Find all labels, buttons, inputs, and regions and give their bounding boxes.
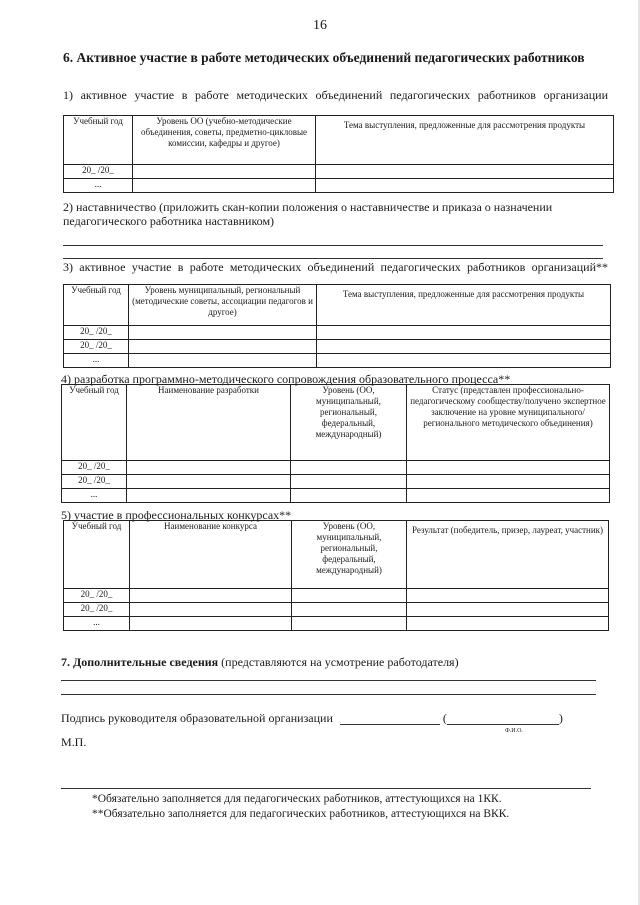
table-3 — [63, 284, 611, 368]
table-cell — [129, 326, 317, 340]
fill-line — [63, 258, 603, 259]
signature-label: Подпись руководителя образовательной организации — [61, 711, 333, 725]
table-header-cell: Тема выступления, предложенные для рассмотрения продукты — [317, 285, 611, 326]
fio-label: Ф.И.О. — [505, 728, 523, 734]
section-6-item-3: 3) активное участие в работе методических объединений педагогических работников организаций** — [63, 260, 608, 274]
footnote-1: *Обязательно заполняется для педагогических работников, аттестующихся на 1КК. — [92, 793, 502, 805]
table-cell — [129, 340, 317, 354]
table-cell — [127, 489, 291, 503]
table-cell — [292, 617, 407, 631]
table-cell — [133, 179, 316, 193]
table-cell: 20_ /20_ — [64, 165, 133, 179]
table-cell — [292, 589, 407, 603]
table-row — [64, 603, 609, 617]
table-row — [62, 461, 610, 475]
table-cell: ... — [62, 489, 127, 503]
table-cell — [133, 165, 316, 179]
table-cell — [316, 165, 614, 179]
table-header-row — [64, 116, 614, 165]
footnote-2: **Обязательно заполняется для педагогических работников, аттестующихся на ВКК. — [92, 808, 510, 820]
section-7-heading — [61, 655, 611, 669]
table-row — [64, 326, 611, 340]
table-5 — [63, 520, 609, 631]
fio-field[interactable] — [447, 714, 559, 725]
table-1 — [63, 115, 614, 193]
table-cell — [407, 461, 610, 475]
table-cell — [317, 354, 611, 368]
table-cell — [127, 475, 291, 489]
table-cell — [292, 603, 407, 617]
table-row — [62, 475, 610, 489]
table-cell — [317, 340, 611, 354]
table-cell: 20_ /20_ — [62, 475, 127, 489]
page-number: 16 — [313, 18, 327, 33]
table-row — [64, 354, 611, 368]
table-header-cell: Учебный год — [64, 116, 133, 165]
table-cell — [407, 489, 610, 503]
table-row — [64, 165, 614, 179]
fill-line — [63, 245, 603, 246]
table-cell: 20_ /20_ — [62, 461, 127, 475]
table-header-cell: Учебный год — [64, 521, 130, 589]
table-cell — [129, 354, 317, 368]
table-row — [64, 617, 609, 631]
table-header-cell: Учебный год — [62, 385, 127, 461]
table-header-row — [64, 285, 611, 326]
table-cell: ... — [64, 354, 129, 368]
table-cell: 20_ /20_ — [64, 340, 129, 354]
table-cell — [407, 589, 609, 603]
signature-field[interactable] — [340, 714, 440, 725]
table-cell — [291, 489, 407, 503]
table-4 — [61, 384, 610, 503]
section-7-title: 7. Дополнительные сведения — [61, 655, 219, 669]
table-header-cell: Уровень (ОО, муниципальный, региональный, федеральный, международный) — [292, 521, 407, 589]
table-cell: ... — [64, 179, 133, 193]
table-cell: 20_ /20_ — [64, 589, 130, 603]
table-row — [64, 340, 611, 354]
table-header-cell: Статус (представлен профессионально-педагогическому сообществу/получено экспертное заключение на уровне муниципального/регионального методического объединения) — [407, 385, 610, 461]
table-cell — [291, 461, 407, 475]
table-header-cell: Наименование конкурса — [130, 521, 292, 589]
table-header-cell: Уровень ОО (учебно-методические объединения, советы, предметно-цикловые комиссии, кафедры и другое) — [133, 116, 316, 165]
table-cell — [130, 589, 292, 603]
table-cell — [317, 326, 611, 340]
table-cell — [291, 475, 407, 489]
section-6-item-2: 2) наставничество (приложить скан-копии положения о наставничестве и приказа о назначении педагогического работника наставником) — [63, 200, 553, 228]
table-row — [64, 589, 609, 603]
table-header-cell: Уровень муниципальный, региональный (методические советы, ассоциации педагогов и другое) — [129, 285, 317, 326]
mp-label: М.П. — [61, 735, 87, 749]
footnote-separator — [61, 788, 591, 789]
section-6-item-4: 4) разработка программно-методического сопровождения образовательного процесса** — [61, 372, 511, 386]
table-cell — [407, 617, 609, 631]
table-cell: 20_ /20_ — [64, 326, 129, 340]
table-cell — [130, 617, 292, 631]
table-row — [64, 179, 614, 193]
table-cell — [130, 603, 292, 617]
table-cell: ... — [64, 617, 130, 631]
fill-line — [61, 694, 596, 695]
fill-line — [61, 680, 596, 681]
table-cell — [127, 461, 291, 475]
section-7-note: (представляются на усмотрение работодателя) — [221, 655, 459, 669]
table-cell — [407, 603, 609, 617]
table-row — [62, 489, 610, 503]
table-header-row — [64, 521, 609, 589]
table-header-cell: Результат (победитель, призер, лауреат, участник) — [407, 521, 609, 589]
section-6-title: 6. Активное участие в работе методических объединений педагогических работников — [63, 50, 585, 65]
section-6-item-5: 5) участие в профессиональных конкурсах** — [61, 508, 292, 522]
table-header-cell: Наименование разработки — [127, 385, 291, 461]
table-cell: 20_ /20_ — [64, 603, 130, 617]
signature-row: Подпись руководителя образовательной организации ( ) — [61, 711, 563, 725]
table-header-cell: Уровень (ОО, муниципальный, региональный, федеральный, международный) — [291, 385, 407, 461]
table-cell — [316, 179, 614, 193]
section-6-item-1: 1) активное участие в работе методических объединений педагогических работников организации — [63, 88, 608, 102]
table-cell — [407, 475, 610, 489]
table-header-cell: Учебный год — [64, 285, 129, 326]
table-header-cell: Тема выступления, предложенные для рассмотрения продукты — [316, 116, 614, 165]
table-header-row — [62, 385, 610, 461]
